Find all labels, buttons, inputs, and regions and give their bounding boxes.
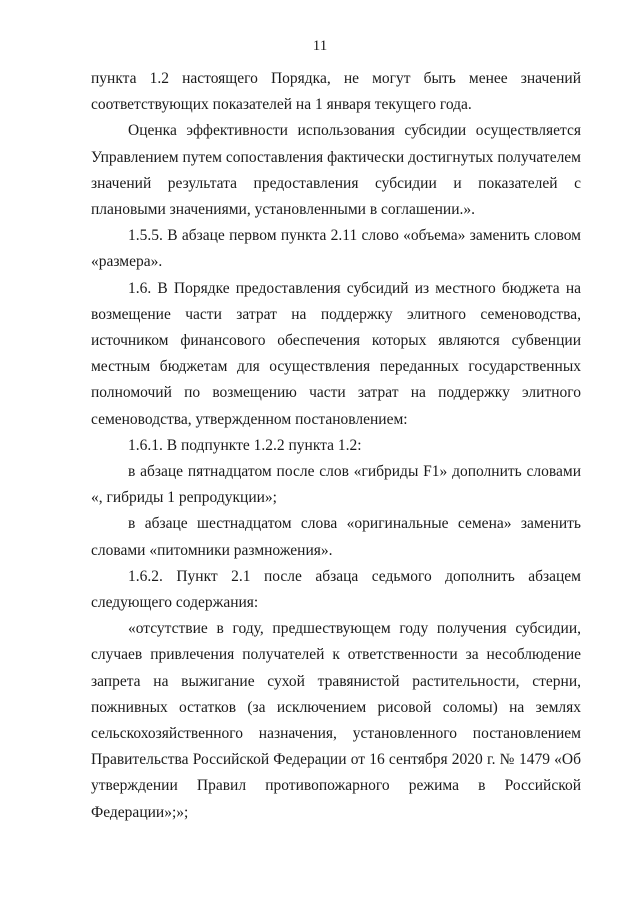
paragraph-continuation: пункта 1.2 настоящего Порядка, не могут быть менее значений соответствующих показателей на 1 января текущего года. bbox=[91, 70, 581, 114]
paragraph-1-5-5: 1.5.5. В абзаце первом пункта 2.11 слово «объема» заменить словом «размера». bbox=[91, 227, 581, 271]
paragraph-sixteenth-clause: в абзаце шестнадцатом слова «оригинальные семена» заменить словами «питомники размножения». bbox=[91, 515, 581, 559]
paragraph-1-6-1: 1.6.1. В подпункте 1.2.2 пункта 1.2: bbox=[128, 436, 362, 454]
paragraph-new-clause-quote: «отсутствие в году, предшествующем году получения субсидии, случаев привлечения получателей к ответственности за несоблюдение запрета на выжигание сухой травянистой растительности, стерни, пожнивных остатков (за исключением рисовой соломы) на землях сельскохозяйственного назначения, установленного постановлением Правительства Российской Федерации от 16 сентября 2020 г. № 1479 «Об утверждении Правил противопожарного режима в Российской Федерации»;»; bbox=[91, 620, 581, 821]
page-number: 11 bbox=[312, 38, 328, 54]
paragraph-1-6-2: 1.6.2. Пункт 2.1 после абзаца седьмого дополнить абзацем следующего содержания: bbox=[91, 567, 581, 612]
paragraph-1-6: 1.6. В Порядке предоставления субсидий из местного бюджета на возмещение части затрат на поддержку элитного семеноводства, источником финансового обеспечения которых являются субвенции местным бюджетам для осуществления переданных государственных полномочий по возмещению части затрат на поддержку элитного семеноводства, утвержденном постановлением: bbox=[91, 279, 581, 428]
paragraph-fifteenth-clause: в абзаце пятнадцатом после слов «гибриды F1» дополнить словами «, гибриды 1 репродукции»; bbox=[91, 463, 581, 507]
document-body bbox=[91, 66, 581, 826]
paragraph-efficiency-assessment: Оценка эффективности использования субсидии осуществляется Управлением путем сопоставления фактически достигнутых получателем значений результата предоставления субсидии и показателей с плановыми значениями, установленными в соглашении.». bbox=[91, 122, 581, 219]
